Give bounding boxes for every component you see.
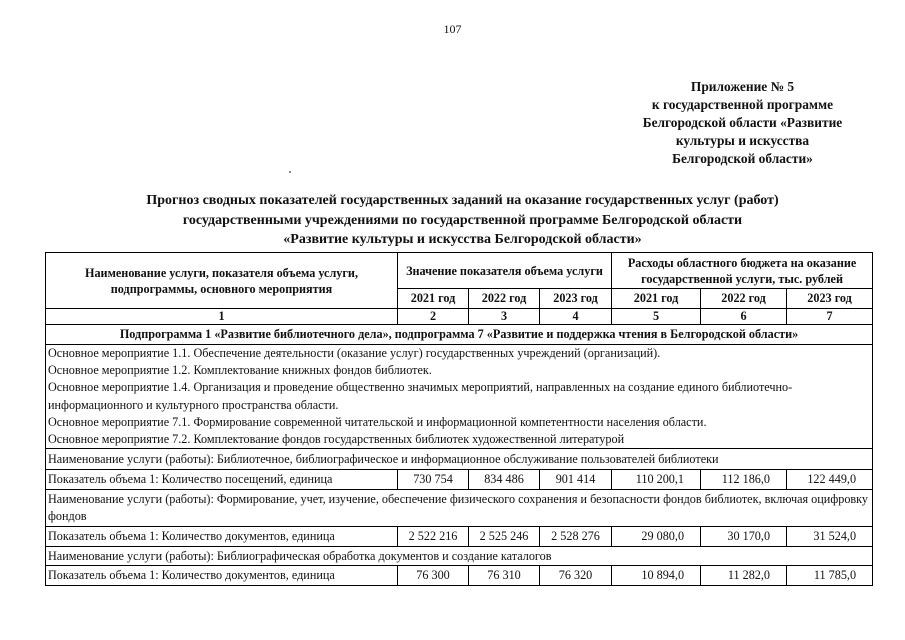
column-number: 3 xyxy=(469,309,540,325)
expense-2023: 31 524,0 xyxy=(787,527,873,547)
appendix-line: Белгородской области» xyxy=(672,151,813,166)
column-number: 5 xyxy=(612,309,701,325)
header-budget-expenses: Расходы областного бюджета на оказание государственной услуги, тыс. рублей xyxy=(612,253,873,289)
subprogram-row: Подпрограмма 1 «Развитие библиотечного дела», подпрограмма 7 «Развитие и поддержка чтения в Белгородской области» xyxy=(46,325,873,345)
column-number: 2 xyxy=(398,309,469,325)
expense-2021: 29 080,0 xyxy=(612,527,701,547)
expense-2022: 112 186,0 xyxy=(701,470,787,490)
main-measures-cell xyxy=(46,345,873,449)
main-measure: Основное мероприятие 7.2. Комплектование фондов государственных библиотек художественной литературой xyxy=(48,432,625,447)
column-number: 1 xyxy=(46,309,398,325)
main-measure: Основное мероприятие 1.4. Организация и проведение общественно значимых мероприятий, направленных на создание единого библиотечно-информационного и культурного пространства области. xyxy=(48,380,793,412)
indicator-value-2021: 730 754 xyxy=(398,470,469,490)
indicator-label: Показатель объема 1: Количество документов, единица xyxy=(46,566,398,586)
main-measure: Основное мероприятие 7.1. Формирование современной читательской и информационной компетентности населения области. xyxy=(48,414,707,429)
indicator-value-2022: 834 486 xyxy=(469,470,540,490)
indicator-value-2023: 76 320 xyxy=(540,566,612,586)
column-number: 6 xyxy=(701,309,787,325)
header-year: 2021 год xyxy=(398,289,469,309)
indicator-value-2021: 76 300 xyxy=(398,566,469,586)
header-year: 2023 год xyxy=(787,289,873,309)
expense-2022: 30 170,0 xyxy=(701,527,787,547)
column-number: 7 xyxy=(787,309,873,325)
expense-2021: 10 894,0 xyxy=(612,566,701,586)
forecast-table xyxy=(45,252,873,586)
indicator-value-2023: 2 528 276 xyxy=(540,527,612,547)
expense-2023: 122 449,0 xyxy=(787,470,873,490)
title-line: Прогноз сводных показателей государственных заданий на оказание государственных услуг (работ) xyxy=(146,193,779,208)
service-name-row: Наименование услуги (работы): Библиотечное, библиографическое и информационное обслуживание пользователей библиотеки xyxy=(46,449,873,470)
title-line: «Развитие культуры и искусства Белгородской области» xyxy=(283,232,642,247)
header-year: 2023 год xyxy=(540,289,612,309)
indicator-value-2022: 2 525 246 xyxy=(469,527,540,547)
appendix-line: к государственной программе xyxy=(651,97,834,112)
indicator-value-2023: 901 414 xyxy=(540,470,612,490)
header-service-name: Наименование услуги, показателя объема услуги, подпрограммы, основного мероприятия xyxy=(46,253,398,309)
title-line: государственными учреждениями по государственной программе Белгородской области xyxy=(182,212,743,228)
main-measure: Основное мероприятие 1.1. Обеспечение деятельности (оказание услуг) государственных учреждений (организаций). xyxy=(48,346,661,360)
header-year: 2021 год xyxy=(612,289,701,309)
column-number: 4 xyxy=(540,309,612,325)
page-number: 107 xyxy=(443,22,462,36)
header-year: 2022 год xyxy=(469,289,540,309)
indicator-value-2022: 76 310 xyxy=(469,566,540,586)
indicator-label: Показатель объема 1: Количество посещений, единица xyxy=(46,470,398,490)
appendix-line: Приложение № 5 xyxy=(690,79,795,94)
appendix-line: Белгородской области «Развитие xyxy=(642,115,843,130)
indicator-value-2021: 2 522 216 xyxy=(398,527,469,547)
appendix-header xyxy=(610,78,875,168)
header-indicator-values: Значение показателя объема услуги xyxy=(398,253,612,289)
scan-speck xyxy=(289,171,291,173)
service-name-row: Наименование услуги (работы): Библиографическая обработка документов и создание каталогов xyxy=(46,547,873,566)
main-measure: Основное мероприятие 1.2. Комплектование книжных фондов библиотек. xyxy=(48,363,432,378)
appendix-line: культуры и искусства xyxy=(675,133,810,148)
indicator-label: Показатель объема 1: Количество документов, единица xyxy=(46,527,398,547)
header-year: 2022 год xyxy=(701,289,787,309)
expense-2021: 110 200,1 xyxy=(612,470,701,490)
document-title xyxy=(70,191,855,250)
service-name-row: Наименование услуги (работы): Формирование, учет, изучение, обеспечение физического сохранения и безопасности фондов библиотек, включая оцифровку фондов xyxy=(46,490,873,527)
expense-2023: 11 785,0 xyxy=(787,566,873,586)
expense-2022: 11 282,0 xyxy=(701,566,787,586)
